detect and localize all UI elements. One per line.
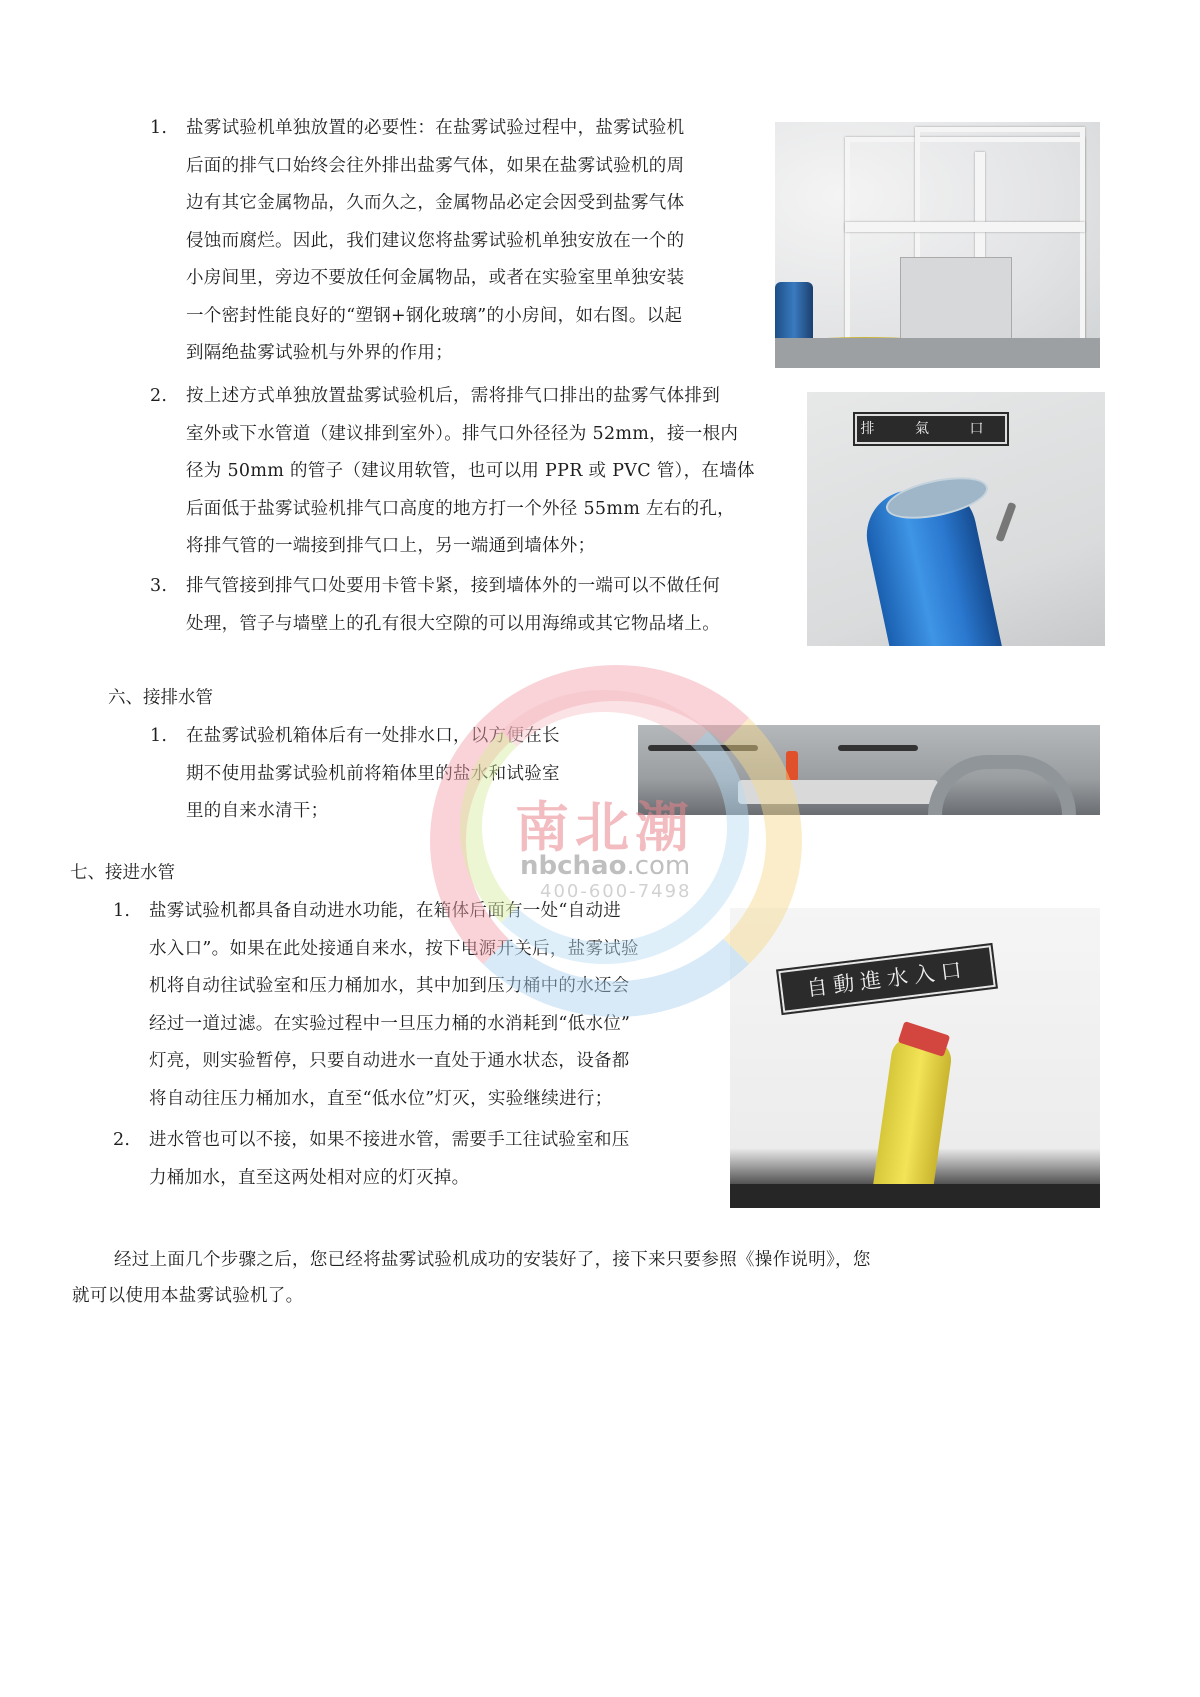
item-text: [186, 718, 560, 818]
text-line: 就可以使用本盐雾试验机了。: [72, 1286, 304, 1306]
item-number: 1.: [113, 901, 131, 921]
list-item: [113, 893, 733, 1121]
text-line: 径为 50mm 的管子（建议用软管，也可以用 PPR 或 PVC 管），在墙体: [186, 461, 755, 481]
text-line: 到隔绝盐雾试验机与外界的作用；: [186, 343, 453, 363]
text-line: 室外或下水管道（建议排到室外）。排气口外径径为 52mm，接一根内: [186, 423, 739, 444]
list-item: [150, 718, 650, 818]
text-line: 侵蚀而腐烂。因此，我们建议您将盐雾试验机单独安放在一个的: [186, 230, 685, 251]
text-line: 水入口”。如果在此处接通自来水，按下电源开关后，盐雾试验: [149, 938, 639, 959]
item-text: [186, 568, 720, 643]
text-line: 期不使用盐雾试验机前将箱体里的盐水和试验室: [186, 763, 560, 784]
list-item: [150, 378, 810, 568]
item-number: 1.: [150, 726, 168, 746]
list-item: [150, 568, 810, 644]
text-line: 排气管接到排气口处要用卡管卡紧，接到墙体外的一端可以不做任何: [186, 576, 720, 596]
text-line: 经过一道过滤。在实验过程中一旦压力桶的水消耗到“低水位”: [149, 1013, 631, 1034]
text-line: 力桶加水，直至这两处相对应的灯灭掉。: [149, 1167, 470, 1188]
watermark-domain: nbchao: [520, 851, 627, 881]
text-line: 一个密封性能良好的“塑钢+钢化玻璃”的小房间，如右图。以起: [186, 305, 683, 326]
text-line: 将自动往压力桶加水，直至“低水位”灯灭，实验继续进行；: [149, 1088, 613, 1109]
watermark-cn: 南北潮: [515, 795, 695, 859]
item-number: 2.: [113, 1130, 131, 1150]
water-inlet-photo: [730, 908, 1100, 1208]
glass-room-photo: [775, 122, 1100, 368]
conclusion-paragraph: [72, 1242, 1032, 1314]
item-text: [149, 893, 639, 1118]
text-line: 在盐雾试验机箱体后有一处排水口，以方便在长: [186, 726, 560, 746]
list-item: [113, 1122, 733, 1198]
text-line: 盐雾试验机都具备自动进水功能，在箱体后面有一处“自动进: [149, 901, 622, 921]
item-text: [149, 1122, 630, 1197]
item-number: 2.: [150, 386, 168, 406]
text-line: 边有其它金属物品，久而久之，金属物品必定会因受到盐雾气体: [186, 193, 685, 213]
item-number: 3.: [150, 576, 168, 596]
text-line: 处理，管子与墙壁上的孔有很大空隙的可以用海绵或其它物品堵上。: [186, 613, 720, 634]
text-line: 小房间里，旁边不要放任何金属物品，或者在实验室里单独安装: [186, 268, 685, 288]
exhaust-label: 排 氣 口: [855, 414, 1007, 444]
text-line: 后面低于盐雾试验机排气口高度的地方打一个外径 55mm 左右的孔，: [186, 498, 735, 519]
text-line: 盐雾试验机单独放置的必要性：在盐雾试验过程中，盐雾试验机: [186, 118, 685, 138]
text-line: 后面的排气口始终会往外排出盐雾气体，如果在盐雾试验机的周: [186, 155, 685, 176]
text-line: 灯亮，则实验暂停，只要自动进水一直处于通水状态，设备都: [149, 1051, 630, 1071]
list-item: [150, 110, 800, 372]
text-line: 进水管也可以不接，如果不接进水管，需要手工往试验室和压: [149, 1130, 630, 1150]
valve-icon: [786, 751, 798, 781]
section-heading: 七、接进水管: [70, 863, 175, 883]
text-line: 按上述方式单独放置盐雾试验机后，需将排气口排出的盐雾气体排到: [186, 386, 720, 406]
item-text: [186, 110, 684, 373]
water-inlet-label: 自動進水入口: [778, 945, 996, 1013]
watermark-tld: .com: [626, 851, 691, 881]
exhaust-port-photo: [807, 392, 1105, 646]
item-text: [186, 378, 755, 566]
text-line: 里的自来水清干；: [186, 801, 329, 818]
item-number: 1.: [150, 118, 168, 138]
text-line: 机将自动往试验室和压力桶加水，其中加到压力桶中的水还会: [149, 976, 630, 996]
text-line: 将排气管的一端接到排气口上，另一端通到墙体外；: [186, 536, 596, 556]
text-line: 经过上面几个步骤之后，您已经将盐雾试验机成功的安装好了，接下来只要参照《操作说明》，您: [114, 1250, 871, 1270]
watermark-phone: 400-600-7498: [540, 881, 692, 902]
drain-port-photo: [638, 725, 1100, 815]
watermark-en: [520, 851, 690, 881]
section-heading: 六、接排水管: [108, 688, 213, 708]
